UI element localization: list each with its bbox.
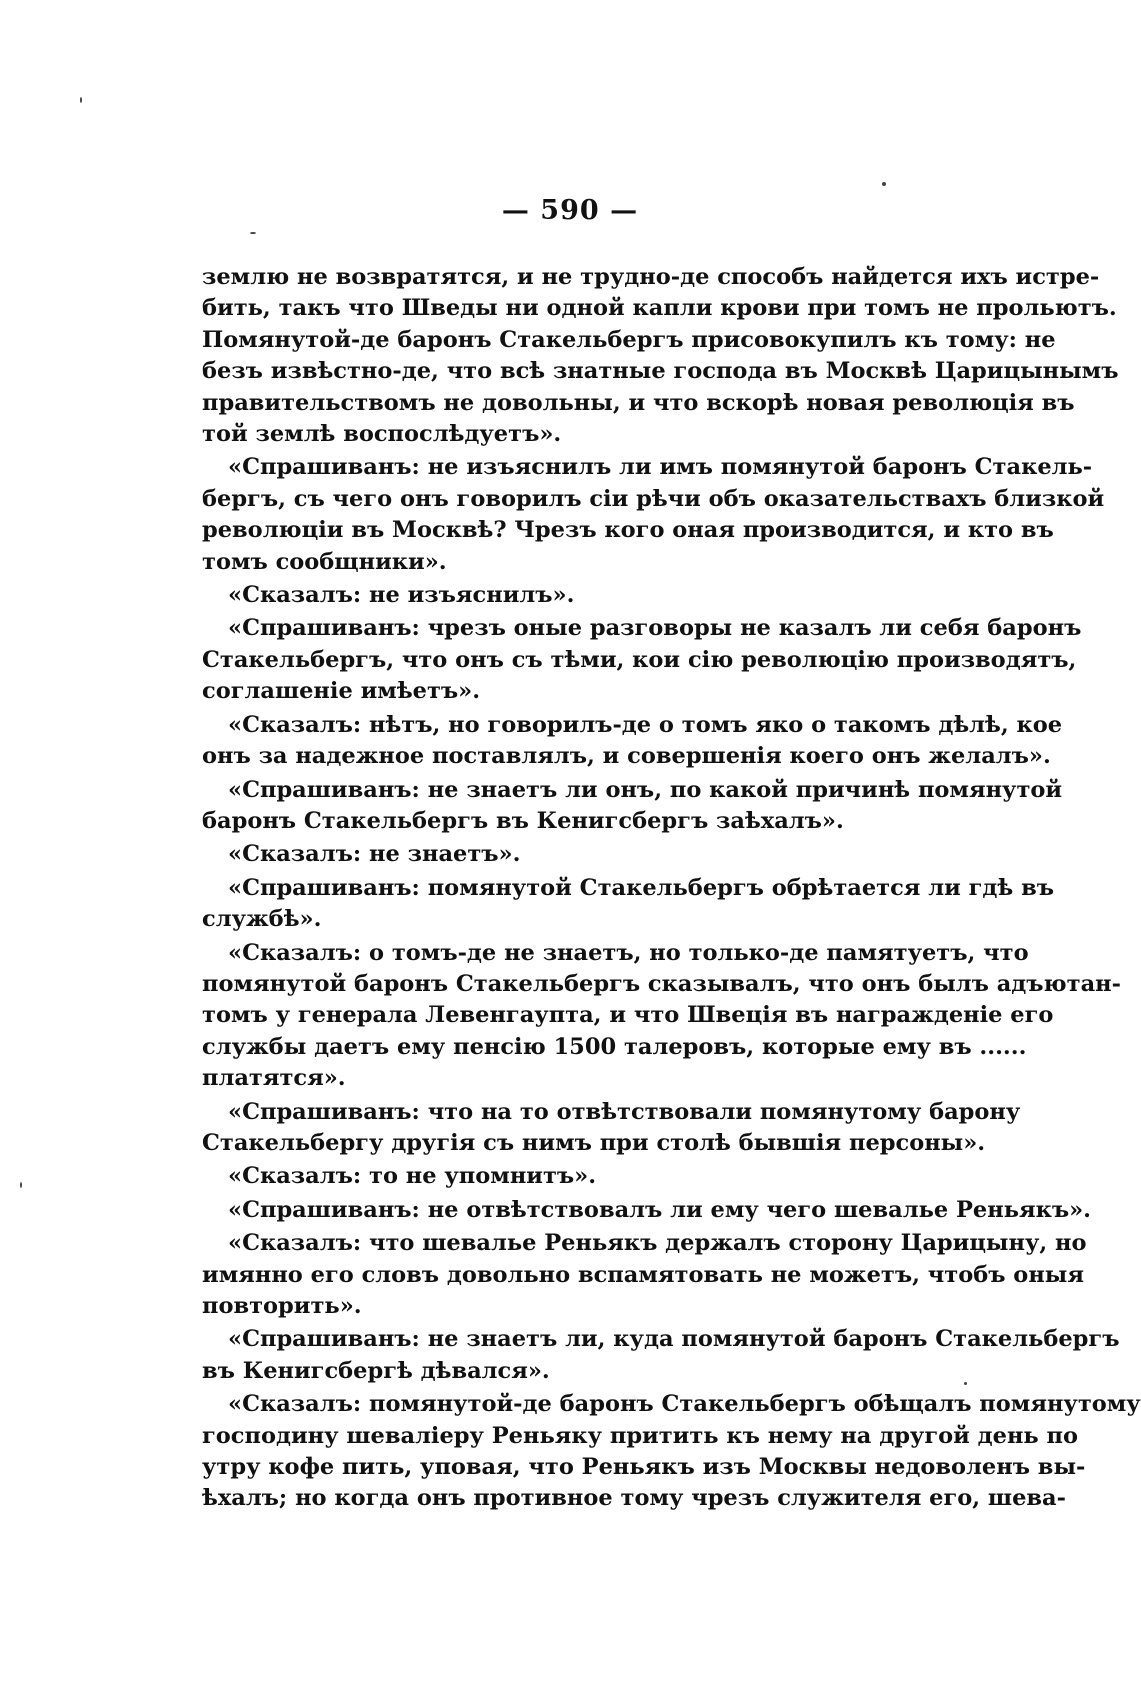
paragraph xyxy=(202,452,1105,578)
text-line: «Сказалъ: не знаетъ». xyxy=(228,841,521,868)
text-line: «Сказалъ: нѣтъ, но говорилъ-де о томъ яко о такомъ дѣлѣ, кое xyxy=(228,711,1063,738)
ink-speck xyxy=(250,232,256,234)
text-line: землю не возвратятся, и не трудно-де способъ найдется ихъ истре- xyxy=(202,264,1100,290)
text-line: имянно его словъ довольно вспамятовать не можетъ, чтобъ оныя xyxy=(202,1261,1084,1288)
text-line: «Сказалъ: то не упомнитъ». xyxy=(228,1163,597,1190)
paragraph xyxy=(202,938,1121,1095)
ink-speck xyxy=(20,1182,22,1188)
text-line: той землѣ воспослѣдуетъ». xyxy=(202,421,562,448)
text-line: томъ у генерала Левенгаупта, и что Швеція въ награжденіе его xyxy=(202,1002,1054,1029)
text-line: службы даетъ ему пенсію 1500 талеровъ, которые ему въ ...... xyxy=(202,1033,1027,1060)
paragraph xyxy=(202,1097,1021,1160)
paragraph xyxy=(202,1161,982,1192)
paragraph xyxy=(202,1324,1120,1387)
text-line: бергъ, съ чего онъ говорилъ сіи рѣчи объ оказательствахъ близкой xyxy=(202,485,1105,512)
text-line: томъ сообщники». xyxy=(202,548,447,575)
text-line: «Сказалъ: помянутой-де баронъ Стакельбергъ обѣщалъ помянутому xyxy=(228,1391,1141,1418)
text-line: «Спрашиванъ: не изъяснилъ ли имъ помянутой баронъ Стакель- xyxy=(228,454,1093,481)
paragraph xyxy=(202,775,1063,838)
paragraph xyxy=(202,580,982,611)
text-line: бить, такъ что Шведы ни одной капли крови при томъ не прольютъ. xyxy=(202,295,1117,322)
text-line: платятся». xyxy=(202,1065,346,1092)
text-line: «Спрашиванъ: не знаетъ ли, куда помянутой баронъ Стакельбергъ xyxy=(228,1326,1120,1353)
text-line: «Сказалъ: не изъяснилъ». xyxy=(228,582,575,609)
text-line: службѣ». xyxy=(202,906,322,933)
paragraph xyxy=(202,1195,1091,1226)
body-text xyxy=(202,262,1141,1517)
text-line: помянутой баронъ Стакельбергъ сказывалъ, что онъ былъ адъютан- xyxy=(202,970,1121,997)
ink-speck xyxy=(80,97,82,103)
text-line: революціи въ Москвѣ? Чрезъ кого оная производится, и кто въ xyxy=(202,517,1054,544)
page-number: — 590 — xyxy=(501,195,639,226)
text-line: Стакельбергу другія съ нимъ при столѣ бывшія персоны». xyxy=(202,1129,986,1156)
text-line: «Сказалъ: о томъ-де не знаетъ, но только-де памятуетъ, что xyxy=(228,939,1029,966)
text-line: соглашеніе имѣетъ». xyxy=(202,678,481,705)
text-line: безъ извѣстно-де, что всѣ знатные господа въ Москвѣ Царицынымъ xyxy=(202,358,1119,385)
text-line: повторить». xyxy=(202,1293,362,1319)
text-line: Помянутой-де баронъ Стакельбергъ присовокупилъ къ тому: не xyxy=(202,326,1056,353)
text-line: ѣхалъ; но когда онъ противное тому чрезъ служителя его, шева- xyxy=(202,1485,1066,1512)
paragraph xyxy=(202,613,1082,707)
text-line: баронъ Стакельбергъ въ Кенигсбергъ заѣхалъ». xyxy=(202,807,844,834)
text-line: господину шеваліеру Реньяку притить къ нему на другой день по xyxy=(202,1422,1079,1449)
paragraph xyxy=(202,1228,1087,1322)
text-line: въ Кенигсбергѣ дѣвался». xyxy=(202,1357,550,1384)
text-line: онъ за надежное поставлялъ, и совершенія коего онъ желалъ». xyxy=(202,743,1051,770)
text-line: «Сказалъ: что шевалье Реньякъ держалъ сторону Царицыну, но xyxy=(228,1230,1087,1257)
text-line: «Спрашиванъ: не отвѣтствовалъ ли ему чего шевалье Реньякъ». xyxy=(228,1196,1091,1223)
paragraph xyxy=(202,839,982,870)
paragraph xyxy=(202,873,1054,936)
text-line: «Спрашиванъ: что на то отвѣтствовали помянутому барону xyxy=(228,1098,1021,1125)
text-line: Стакельбергъ, что онъ съ тѣми, кои сію революцію производятъ, xyxy=(202,646,1077,673)
paragraph xyxy=(202,262,1119,450)
paragraph xyxy=(202,1389,1141,1515)
text-line: «Спрашиванъ: не знаетъ ли онъ, по какой причинѣ помянутой xyxy=(228,776,1063,803)
text-line: правительствомъ не довольны, и что вскорѣ новая революція въ xyxy=(202,389,1075,416)
text-line: «Спрашиванъ: помянутой Стакельбергъ обрѣтается ли гдѣ въ xyxy=(228,874,1054,901)
text-line: «Спрашиванъ: чрезъ оные разговоры не казалъ ли себя баронъ xyxy=(228,615,1082,642)
ink-speck xyxy=(882,182,886,186)
paragraph xyxy=(202,710,1063,773)
text-line: утру кофе пить, уповая, что Реньякъ изъ Москвы недоволенъ вы- xyxy=(202,1454,1086,1481)
